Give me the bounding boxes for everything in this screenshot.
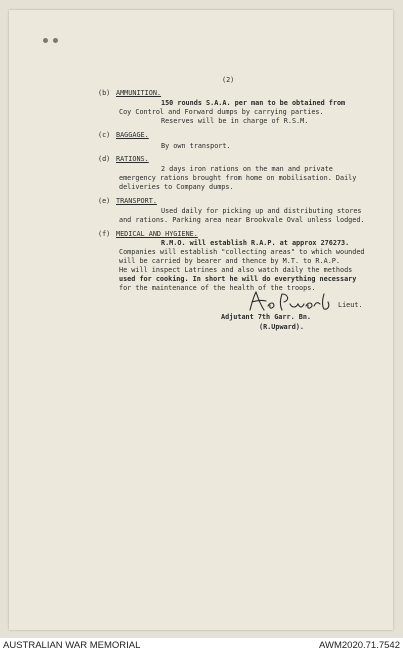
- section-line: He will inspect Latrines and also watch daily the methods: [119, 266, 353, 274]
- section-heading: TRANSPORT.: [116, 197, 157, 205]
- document-page: [9, 10, 393, 630]
- section-marker: (c): [98, 131, 111, 139]
- section-line: Companies will establish "collecting areas" to which wounded: [119, 248, 365, 256]
- section-line: Coy Control and Forward dumps by carrying parties.: [119, 108, 324, 116]
- section-heading: BAGGAGE.: [116, 131, 149, 139]
- signature-title: Adjutant 7th Garr. Bn.: [221, 313, 312, 321]
- section-heading: RATIONS.: [116, 155, 149, 163]
- section-line: will be carried by bearer and thence by M.T. to R.A.P.: [119, 257, 340, 265]
- section-line: used for cooking. In short he will do everything necessary: [119, 275, 357, 283]
- archive-footer: [0, 638, 403, 653]
- signature-rank: Lieut.: [338, 301, 363, 309]
- section-marker: (f): [98, 230, 111, 238]
- footer-institution: AUSTRALIAN WAR MEMORIAL: [3, 640, 141, 651]
- section-line: By own transport.: [161, 142, 231, 150]
- document-body: [9, 10, 393, 630]
- section-line: 150 rounds S.A.A. per man to be obtained from: [161, 99, 346, 107]
- section-heading: MEDICAL AND HYGIENE.: [116, 230, 198, 238]
- section-line: 2 days iron rations on the man and private: [161, 165, 333, 173]
- page-number: (2): [222, 76, 235, 84]
- signature-name: (R.Upward).: [259, 323, 305, 331]
- section-line: for the maintenance of the health of the troops.: [119, 284, 316, 292]
- section-line: emergency rations brought from home on mobilisation. Daily: [119, 174, 357, 182]
- section-marker: (b): [98, 89, 111, 97]
- footer-accession-number: AWM2020.71.7542: [319, 640, 400, 651]
- section-marker: (e): [98, 197, 111, 205]
- section-line: Reserves will be in charge of R.S.M.: [161, 117, 309, 125]
- section-marker: (d): [98, 155, 111, 163]
- section-line: and rations. Parking area near Brookvale Oval unless lodged.: [119, 216, 365, 224]
- section-heading: AMMUNITION.: [116, 89, 162, 97]
- section-line: deliveries to Company dumps.: [119, 183, 234, 191]
- section-line: Used daily for picking up and distributing stores: [161, 207, 362, 215]
- handwritten-signature: [244, 288, 334, 316]
- section-line: R.M.O. will establish R.A.P. at approx 276273.: [161, 239, 350, 247]
